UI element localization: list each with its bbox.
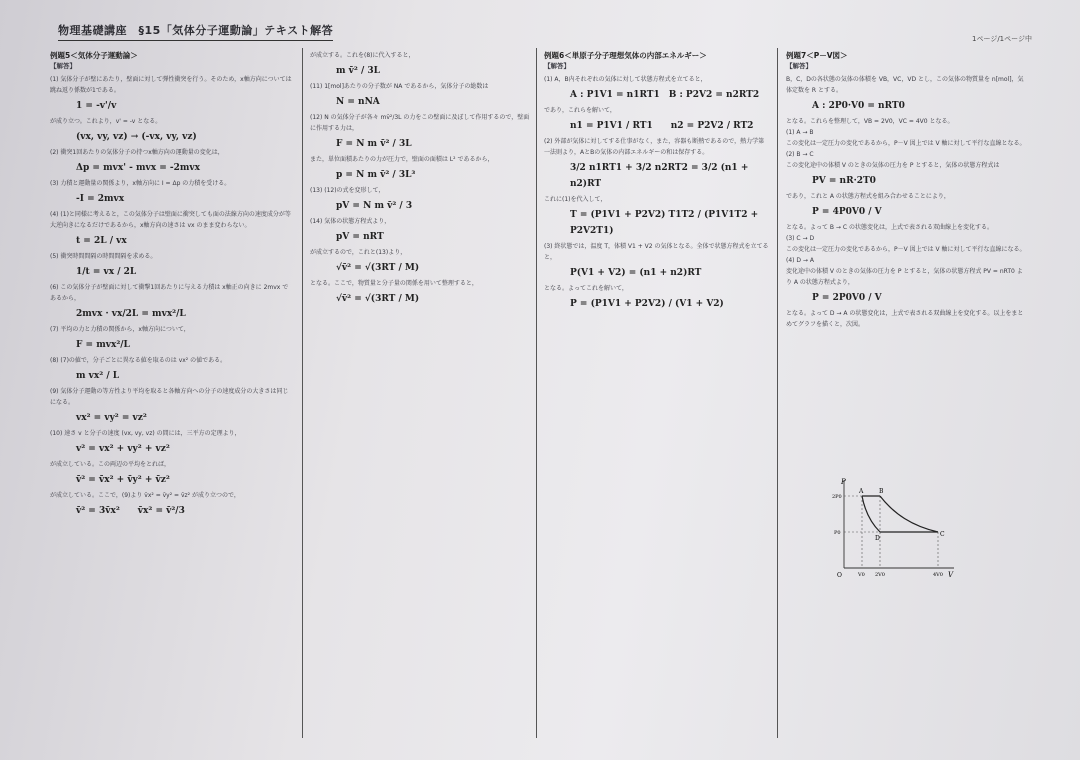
equation: P = 4P0V0 / V [812,207,882,217]
graph-x-tick: 2V0 [875,572,885,578]
answer-text: (3) 力積と運動量の関係より，x軸方向に I = Δp の力積を受ける。 [50,180,231,187]
answer-text: (1) A，B内それぞれの気体に対して状態方程式を立てると， [544,76,707,83]
answer-heading: 【解答】 [50,62,76,70]
answer-text: (2) B → C [786,151,814,158]
answer-text: (6) この気体分子が壁面に対して衝撃1回あたりに与える力積は x軸正の向きに 2mvx であるから， [50,284,289,302]
answer-text: 変化途中の体積 V のときの気体の圧力を P とすると，気体の状態方程式 PV = nRT0 より A の状態方程式より， [786,268,1023,286]
graph-y-tick: P0 [834,530,841,536]
example-title: 例題7＜P－V図＞ [786,51,848,60]
equation: 3/2 n1RT1 + 3/2 n2RT2 = 3/2 (n1 + n2)RT [570,163,749,189]
document-title: 物理基礎講座 §15「気体分子運動論」テキスト解答 [58,22,333,41]
answer-text: が成立するので，これと(13)より， [310,249,407,256]
equation: v̄² = v̄x² + v̄y² + v̄z² [76,475,170,485]
answer-text: となる。よって D → A の状態変化は，上式で表される双曲線上を変化する。以上をまとめてグラフを描くと，次図。 [786,310,1024,328]
answer-text: (8) (7)の値で，分子ごとに異なる値を取るのは vx² の値である。 [50,357,227,364]
equation: v² = vx² + vy² + vz² [76,444,170,454]
equation: t = 2L / vx [76,236,127,246]
answer-text: が成立している。この両辺の平均をとれば， [50,461,171,468]
answer-text: (10) 速さ v と分子の速度 (vx, vy, vz) の間には，三平方の定理より， [50,430,241,437]
answer-text: が成立する。これを(8)に代入すると， [310,52,415,59]
answer-text: この変化は一定圧力の変化であるから，P－V 図上では V 軸に対して平行な直線となる。 [786,140,1026,147]
equation: P = (P1V1 + P2V2) / (V1 + V2) [570,299,724,309]
answer-text: であり，これらを解いて， [544,107,616,114]
answer-text: (2) 衝突1回あたりの気体分子の持つx軸方向の運動量の変化は， [50,149,224,156]
equation: (vx, vy, vz) → (-vx, vy, vz) [76,132,197,142]
answer-heading: 【解答】 [786,62,812,70]
answer-text: (12) N の気体分子が各々 mv̄²/3L の力をこの壁面に及ぼして作用するので，壁面に作用する力は， [310,114,530,132]
answer-text: が成り立つ。これより，v' = -v となる。 [50,118,162,125]
equation: pV = nRT [336,232,384,242]
equation: P = 2P0V0 / V [812,293,882,303]
column-divider [536,48,537,738]
equation: Δp = mvx' - mvx = -2mvx [76,163,201,173]
equation: A : P1V1 = n1RT1 B : P2V2 = n2RT2 [570,90,760,100]
answer-text: この変化は一定圧力の変化であるから，P－V 図上では V 軸に対して平行な直線になる。 [786,246,1026,253]
equation: 1/t = vx / 2L [76,267,137,277]
graph-y-tick: 2P0 [832,494,842,500]
answer-text: この変化途中の体積 V のときの気体の圧力を P とすると，気体の状態方程式は [786,162,1000,169]
graph-point-label: A [859,488,864,495]
answer-text: (3) 終状態では，温度 T，体積 V1 + V2 の気体となる。全体で状態方程式を立てると， [544,243,769,261]
graph-axis-y-label: P [841,478,846,486]
equation: 1 = -v'/v [76,101,117,111]
equation: vx² = vy² = vz² [76,413,147,423]
column-divider [302,48,303,738]
page-indicator: 1ページ/1ページ中 [972,35,1032,43]
answer-text: (1) A → B [786,129,814,136]
answer-heading: 【解答】 [544,62,570,70]
column-example-7 [786,50,1026,330]
answer-text: B，C，Dの各状態の気体の体積を VB，VC，VD とし，この気体の物質量を n[mol]，気体定数を R とする。 [786,76,1024,94]
answer-text: また，単位面積あたりの力が圧力で，壁面の面積は L² であるから， [310,156,494,163]
graph-origin-label: O [837,572,842,579]
graph-point-label: B [879,488,884,495]
answer-text: となる。ここで，物質量と分子量の関係を用いて整理すると， [310,280,478,287]
answer-text: (9) 気体分子運動の等方性より平均を取ると各軸方向への分子の速度成分の大きさは同じになる。 [50,388,289,406]
equation: A : 2P0·V0 = nRT0 [812,101,905,111]
answer-text: (5) 衝突時間間隔の時間間隔を求める。 [50,253,157,260]
column-divider [777,48,778,738]
equation: pV = N m v̄² / 3 [336,201,413,211]
example-title: 例題5＜気体分子運動論＞ [50,51,138,60]
answer-text: これに(1)を代入して， [544,196,607,203]
answer-text: (3) C → D [786,235,815,242]
equation: P(V1 + V2) = (n1 + n2)RT [570,268,702,278]
answer-text: (4) (1)と同様に考えると，この気体分子は壁面に衝突しても面の法線方向の速度成分が等大逆向きになるだけであるから，x軸方向の速さは vx のまま変わらない。 [50,211,291,229]
equation: √v̄² = √(3RT / M) [336,263,420,273]
answer-text: (2) 外部が気体に対してする仕事がなく，また，容器も断熱であるので，熱力学第一法則より，AとBの気体の内部エネルギーの和は保存する。 [544,138,765,156]
equation: PV = nR·2T0 [812,176,876,186]
column-example-5 [50,50,294,521]
answer-text: (11) 1[mol]あたりの分子数が NA であるから，気体分子の総数は [310,83,489,90]
graph-x-tick: 4V0 [933,572,943,578]
graph-point-label: C [940,531,945,538]
answer-text: (13) (12)の式を変形して， [310,187,385,194]
equation: m vx² / L [76,371,120,381]
equation: F = N m v̄² / 3L [336,139,412,149]
equation: 2mvx · vx/2L = mvx²/L [76,309,186,319]
equation: √v̄² = √(3RT / M) [336,294,420,304]
graph-axis-x-label: V [948,571,954,579]
equation: n1 = P1V1 / RT1 n2 = P2V2 / RT2 [570,121,754,131]
answer-text: が成立している。ここで，(9)より v̄x² = v̄y² = v̄z² が成り立つので， [50,492,240,499]
answer-text: (4) D → A [786,257,814,264]
column-example-5-continued [310,50,530,309]
equation: -I = 2mvx [76,194,125,204]
answer-text: であり，これと A の状態方程式を組み合わせることにより， [786,193,950,200]
equation: v̄² = 3v̄x² v̄x² = v̄²/3 [76,506,185,516]
answer-text: (7) 平均の力と力積の関係から，x軸方向について， [50,326,190,333]
graph-x-tick: V0 [858,572,865,578]
answer-text: となる。よってこれを解いて， [544,285,628,292]
example-title: 例題6＜単原子分子理想気体の内部エネルギー＞ [544,51,707,60]
equation: p = N m v̄² / 3L³ [336,170,416,180]
equation: m v̄² / 3L [336,66,380,76]
equation: F = mvx²/L [76,340,130,350]
equation: N = nNA [336,97,380,107]
pv-diagram [832,476,958,580]
graph-point-label: D [875,535,880,542]
answer-text: となる。よって B → C の状態変化は，上式で表される双曲線上を変化する。 [786,224,993,231]
answer-text: となる。これらを整理して，VB = 2V0，VC = 4V0 となる。 [786,118,954,125]
answer-text: (14) 気体の状態方程式より， [310,218,391,225]
equation: T = (P1V1 + P2V2) T1T2 / (P1V1T2 + P2V2T1) [570,210,759,236]
column-example-6 [544,50,770,314]
answer-text: (1) 気体分子が壁にあたり，壁面に対して弾性衝突を行う。そのため，x軸方向については跳ね返り係数が1である。 [50,76,292,94]
